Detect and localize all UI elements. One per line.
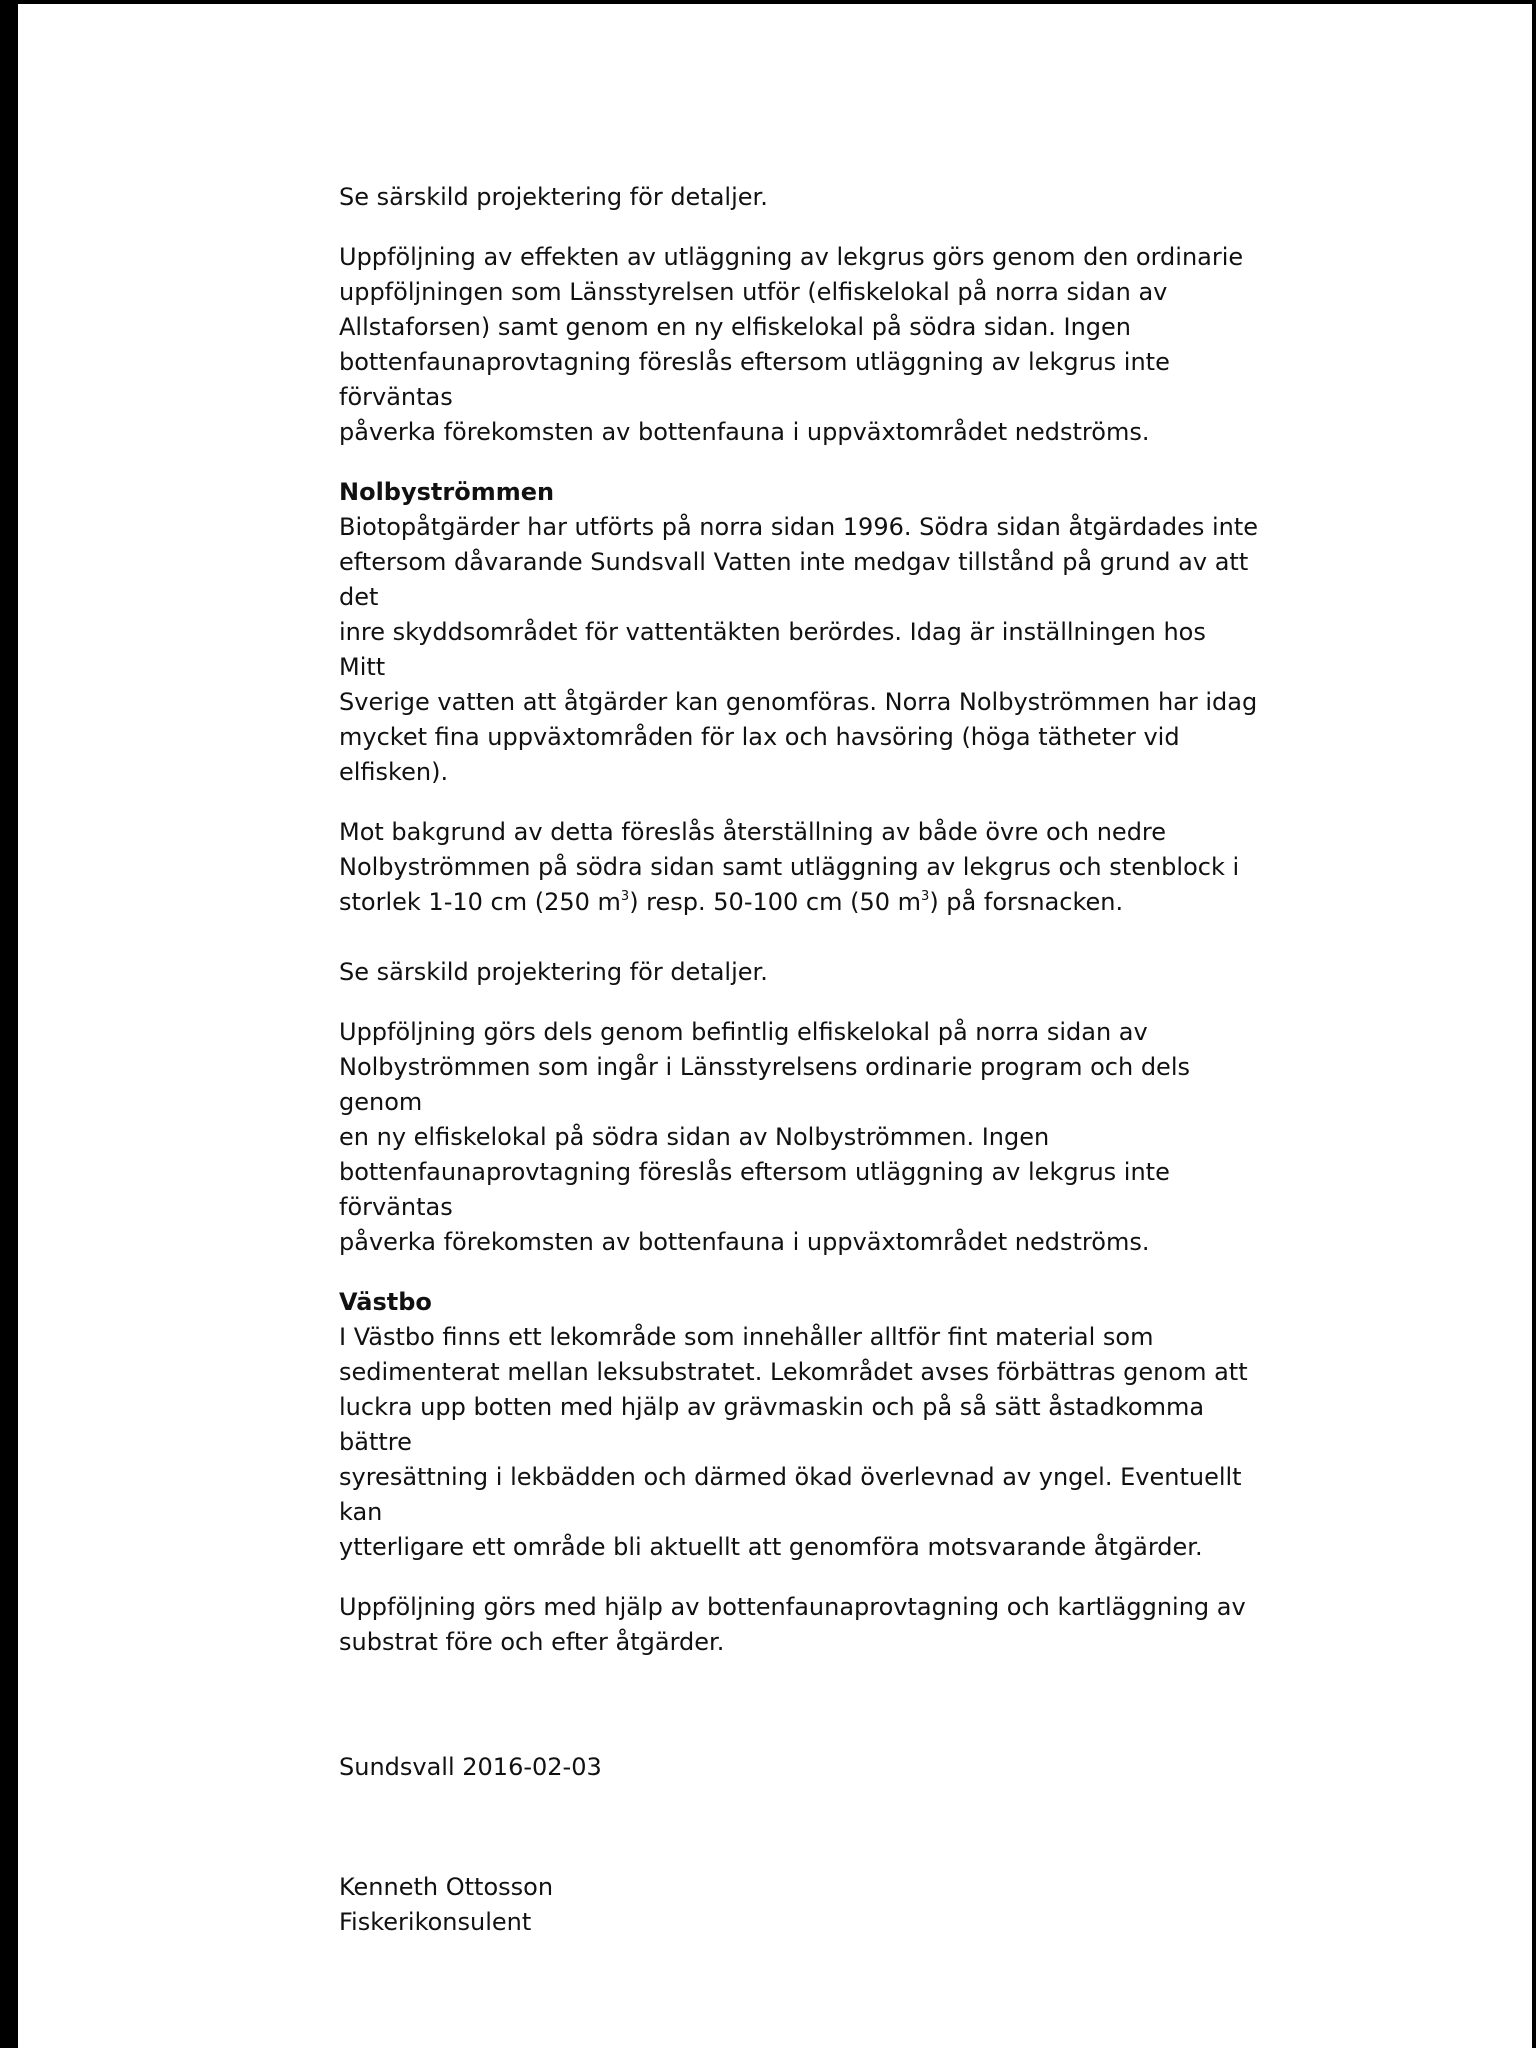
restoration-line-2: Nolbyströmmen på södra sidan samt utläggning av lekgrus och stenblock i (339, 853, 1240, 881)
signature-title: Fiskerikonsulent (339, 1908, 532, 1936)
paragraph-vastbo-spawning: I Västbo finns ett lekområde som innehåller alltför fint material som sedimenterat mellan leksubstratet. Lekområdet avses förbättras genom att luckra upp botten med hjälp av grävmaskin och på så sätt åstadkomma bättre syresättning i lekbädden och därmed ökad överlevnad av yngel. Eventuellt kan ytterligare ett område bli aktuellt att genomföra motsvarande åtgärder. (339, 1323, 1248, 1561)
signature-name: Kenneth Ottosson (339, 1873, 554, 1901)
paragraph-nolby-biotope: Biotopåtgärder har utförts på norra sidan 1996. Södra sidan åtgärdades inte eftersom dåvarande Sundsvall Vatten inte medgav tillstånd på grund av att det inre skyddsområdet för vattentäkten berördes. Idag är inställningen hos Mitt Sverige vatten att åtgärder kan genomföras. Norra Nolbyströmmen har idag mycket fina uppväxtområden för lax och havsöring (höga tätheter vid elfisken). (339, 513, 1259, 786)
document-page (18, 4, 1532, 2048)
paragraph-details-1: Se särskild projektering för detaljer. (339, 183, 768, 211)
paragraph-followup-nolby: Uppföljning görs dels genom befintlig elfiskelokal på norra sidan av Nolbyströmmen som ingår i Länsstyrelsens ordinarie program och dels genom en ny elfiskelokal på södra sidan av Nolbyströmmen. Ingen bottenfaunaprovtagning föreslås eftersom utläggning av lekgrus inte förväntas påverka förekomsten av bottenfauna i uppväxtområdet nedströms. (339, 1018, 1190, 1256)
paragraph-nolby-restoration (339, 815, 1259, 920)
paragraph-followup-allstaforsen: Uppföljning av effekten av utläggning av lekgrus görs genom den ordinarie uppföljningen som Länsstyrelsen utför (elfiskelokal på norra sidan av Allstaforsen) samt genom en ny elfiskelokal på södra sidan. Ingen bottenfaunaprovtagning föreslås eftersom utläggning av lekgrus inte förväntas påverka förekomsten av bottenfauna i uppväxtområdet nedströms. (339, 243, 1244, 446)
paragraph-followup-vastbo: Uppföljning görs med hjälp av bottenfaunaprovtagning och kartläggning av substrat före och efter åtgärder. (339, 1593, 1246, 1656)
restoration-line-3a: storlek 1-10 cm (250 m (339, 888, 621, 916)
superscript-cubic-2: 3 (921, 889, 930, 904)
paragraph-details-2: Se särskild projektering för detaljer. (339, 958, 768, 986)
heading-nolbystrommen: Nolbyströmmen (339, 478, 555, 506)
place-date: Sundsvall 2016-02-03 (339, 1753, 602, 1781)
heading-vastbo: Västbo (339, 1288, 432, 1316)
superscript-cubic-1: 3 (620, 889, 630, 904)
restoration-line-3b: ) resp. 50-100 cm (50 m (629, 888, 922, 916)
restoration-line-1: Mot bakgrund av detta föreslås återställning av både övre och nedre (339, 818, 1167, 846)
document-body (339, 180, 1259, 1940)
restoration-line-3c: ) på forsnacken. (929, 888, 1124, 916)
